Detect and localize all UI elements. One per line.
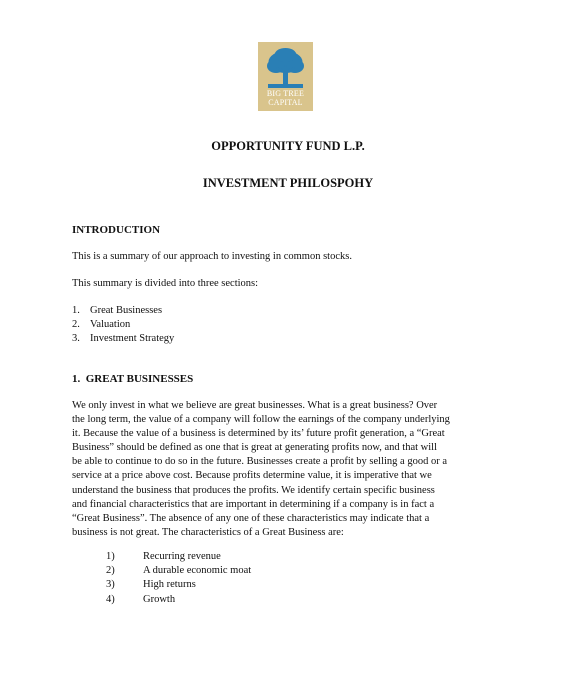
list-item-label: High returns (143, 579, 196, 591)
document-subtitle: INVESTMENT PHILOSPOHY (202, 176, 374, 190)
list-item-label: Recurring revenue (143, 551, 221, 562)
list-item-number: 2) (106, 565, 115, 577)
list-item-label: Great Businesses (90, 305, 163, 316)
list-item (72, 332, 174, 346)
list-item-number: 3) (106, 579, 115, 591)
introduction-line-2: This summary is divided into three sections: (72, 278, 259, 289)
sections-list (72, 304, 174, 346)
paragraph-line: service at a price above cost. Because profits determine value, it is imperative that we (72, 470, 432, 482)
paragraph-line: Business” should be defined as one that is great at generating profits now, and that will (72, 442, 437, 454)
paragraph-line: the long term, the value of a company will follow the earnings of the company underlying (72, 414, 450, 426)
list-item-number: 3. (72, 333, 80, 344)
introduction-heading: INTRODUCTION (72, 224, 161, 236)
introduction-line-1: This is a summary of our approach to investing in common stocks. (72, 251, 352, 262)
list-item-label: Growth (143, 593, 176, 605)
paragraph-line: it. Because the value of a business is determined by its’ future profit generation, a “Great (72, 428, 445, 440)
paragraph-line: business is not great. The characteristics of a Great Business are: (72, 526, 344, 538)
big-tree-capital-logo (258, 42, 313, 111)
list-item (106, 593, 251, 607)
list-item (106, 578, 251, 592)
list-item (106, 550, 251, 564)
great-businesses-paragraph (72, 399, 504, 540)
logo-text-line2: CAPITAL (268, 98, 303, 107)
paragraph-line: We only invest in what we believe are great businesses. What is a great business? Over (72, 400, 438, 411)
list-item-label: Valuation (90, 319, 131, 330)
characteristics-list (106, 550, 251, 607)
list-item-number: 1. (72, 305, 80, 316)
list-item-number: 4) (106, 593, 115, 605)
list-item (72, 304, 174, 318)
list-item (72, 318, 174, 332)
paragraph-line: and financial characteristics that are important in determining if a company is in fact a (72, 498, 435, 510)
paragraph-line: be able to continue to do so in the future. Businesses create a profit by selling a good or a (72, 456, 447, 468)
tree-icon (258, 42, 313, 92)
list-item-label: A durable economic moat (143, 565, 252, 577)
logo-text-line1: BIG TREE (266, 89, 305, 98)
list-item-number: 1) (106, 551, 115, 562)
paragraph-line: understand the business that produces the profits. We identify certain specific business (72, 484, 435, 496)
document-title: OPPORTUNITY FUND L.P. (211, 139, 365, 153)
list-item (106, 564, 251, 578)
great-businesses-heading: 1. GREAT BUSINESSES (72, 373, 194, 385)
paragraph-line: “Great Business”. The absence of any one of these characteristics may indicate that a (72, 512, 430, 524)
list-item-label: Investment Strategy (90, 333, 175, 344)
list-item-number: 2. (72, 319, 80, 330)
